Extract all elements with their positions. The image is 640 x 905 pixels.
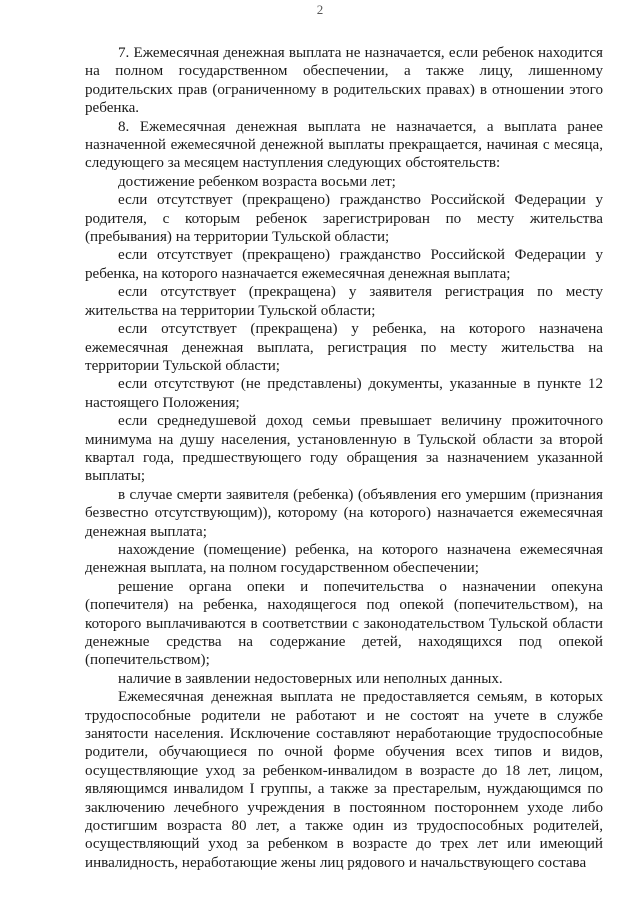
paragraph-item-8: 8. Ежемесячная денежная выплата не назначается, а выплата ранее назначенной ежемесячной денежной выплаты прекращается, начиная с месяца, следующего за месяцем наступления следующих обстоятельств:	[85, 118, 603, 172]
list-item: если отсутствует (прекращена) у заявителя регистрация по месту жительства на территории Тульской области;	[85, 284, 603, 319]
paragraph-exception: Ежемесячная денежная выплата не предоставляется семьям, в которых трудоспособные родители не работают и не состоят на учете в службе занятости населения. Исключение составляют неработающие трудоспособные родители, обучающиеся по очной форме обучения всех типов и видов, осуществляющие уход за ребенком-инвалидом в возрасте до 18 лет, лицом, являющимся инвалидом I группы, а также за престарелым, нуждающимся по заключению лечебного учреждения в постоянном постороннем уходе либо достигшим возраста 80 лет, а также один из трудоспособных родителей, осуществляющий уход за ребенком в возрасте до трех лет или имеющий инвалидность, неработающие жены лиц рядового и начальствующего состава	[85, 689, 603, 871]
list-item: если среднедушевой доход семьи превышает величину прожиточного минимума на душу населения, установленную в Тульской области за второй квартал года, предшествующего году обращения за назначением указанной выплаты;	[85, 413, 603, 485]
document-body	[85, 44, 603, 872]
page-number: 2	[316, 2, 324, 17]
paragraph-item-7: 7. Ежемесячная денежная выплата не назначается, если ребенок находится на полном государственном обеспечении, а также лицу, лишенному родительских прав (ограниченному в родительских правах) в отношении этого ребенка.	[85, 45, 603, 117]
list-item: если отсутствует (прекращена) у ребенка, на которого назначена ежемесячная денежная выплата, регистрация по месту жительства на территории Тульской области;	[85, 321, 603, 374]
list-item: если отсутствует (прекращено) гражданство Российской Федерации у ребенка, на которого назначается ежемесячная денежная выплата;	[85, 247, 603, 282]
list-item: если отсутствуют (не представлены) документы, указанные в пункте 12 настоящего Положения;	[85, 376, 603, 411]
list-item: достижение ребенком возраста восьми лет;	[118, 173, 396, 190]
list-item: в случае смерти заявителя (ребенка) (объявления его умершим (признания безвестно отсутствующим)), которому (на которого) назначается ежемесячная денежная выплата;	[85, 486, 603, 540]
list-item: наличие в заявлении недостоверных или неполных данных.	[118, 670, 503, 687]
list-item: решение органа опеки и попечительства о назначении опекуна (попечителя) на ребенка, находящегося под опекой (попечительством), на которого выплачиваются в соответствии с законодательством Тульской области денежные средства на содержание детей, находящихся под опекой (попечительством);	[85, 578, 603, 669]
list-item: если отсутствует (прекращено) гражданство Российской Федерации у родителя, с которым ребенок зарегистрирован по месту жительства (пребывания) на территории Тульской области;	[85, 192, 603, 246]
list-item: нахождение (помещение) ребенка, на которого назначена ежемесячная денежная выплата, на полном государственном обеспечении;	[85, 541, 603, 577]
